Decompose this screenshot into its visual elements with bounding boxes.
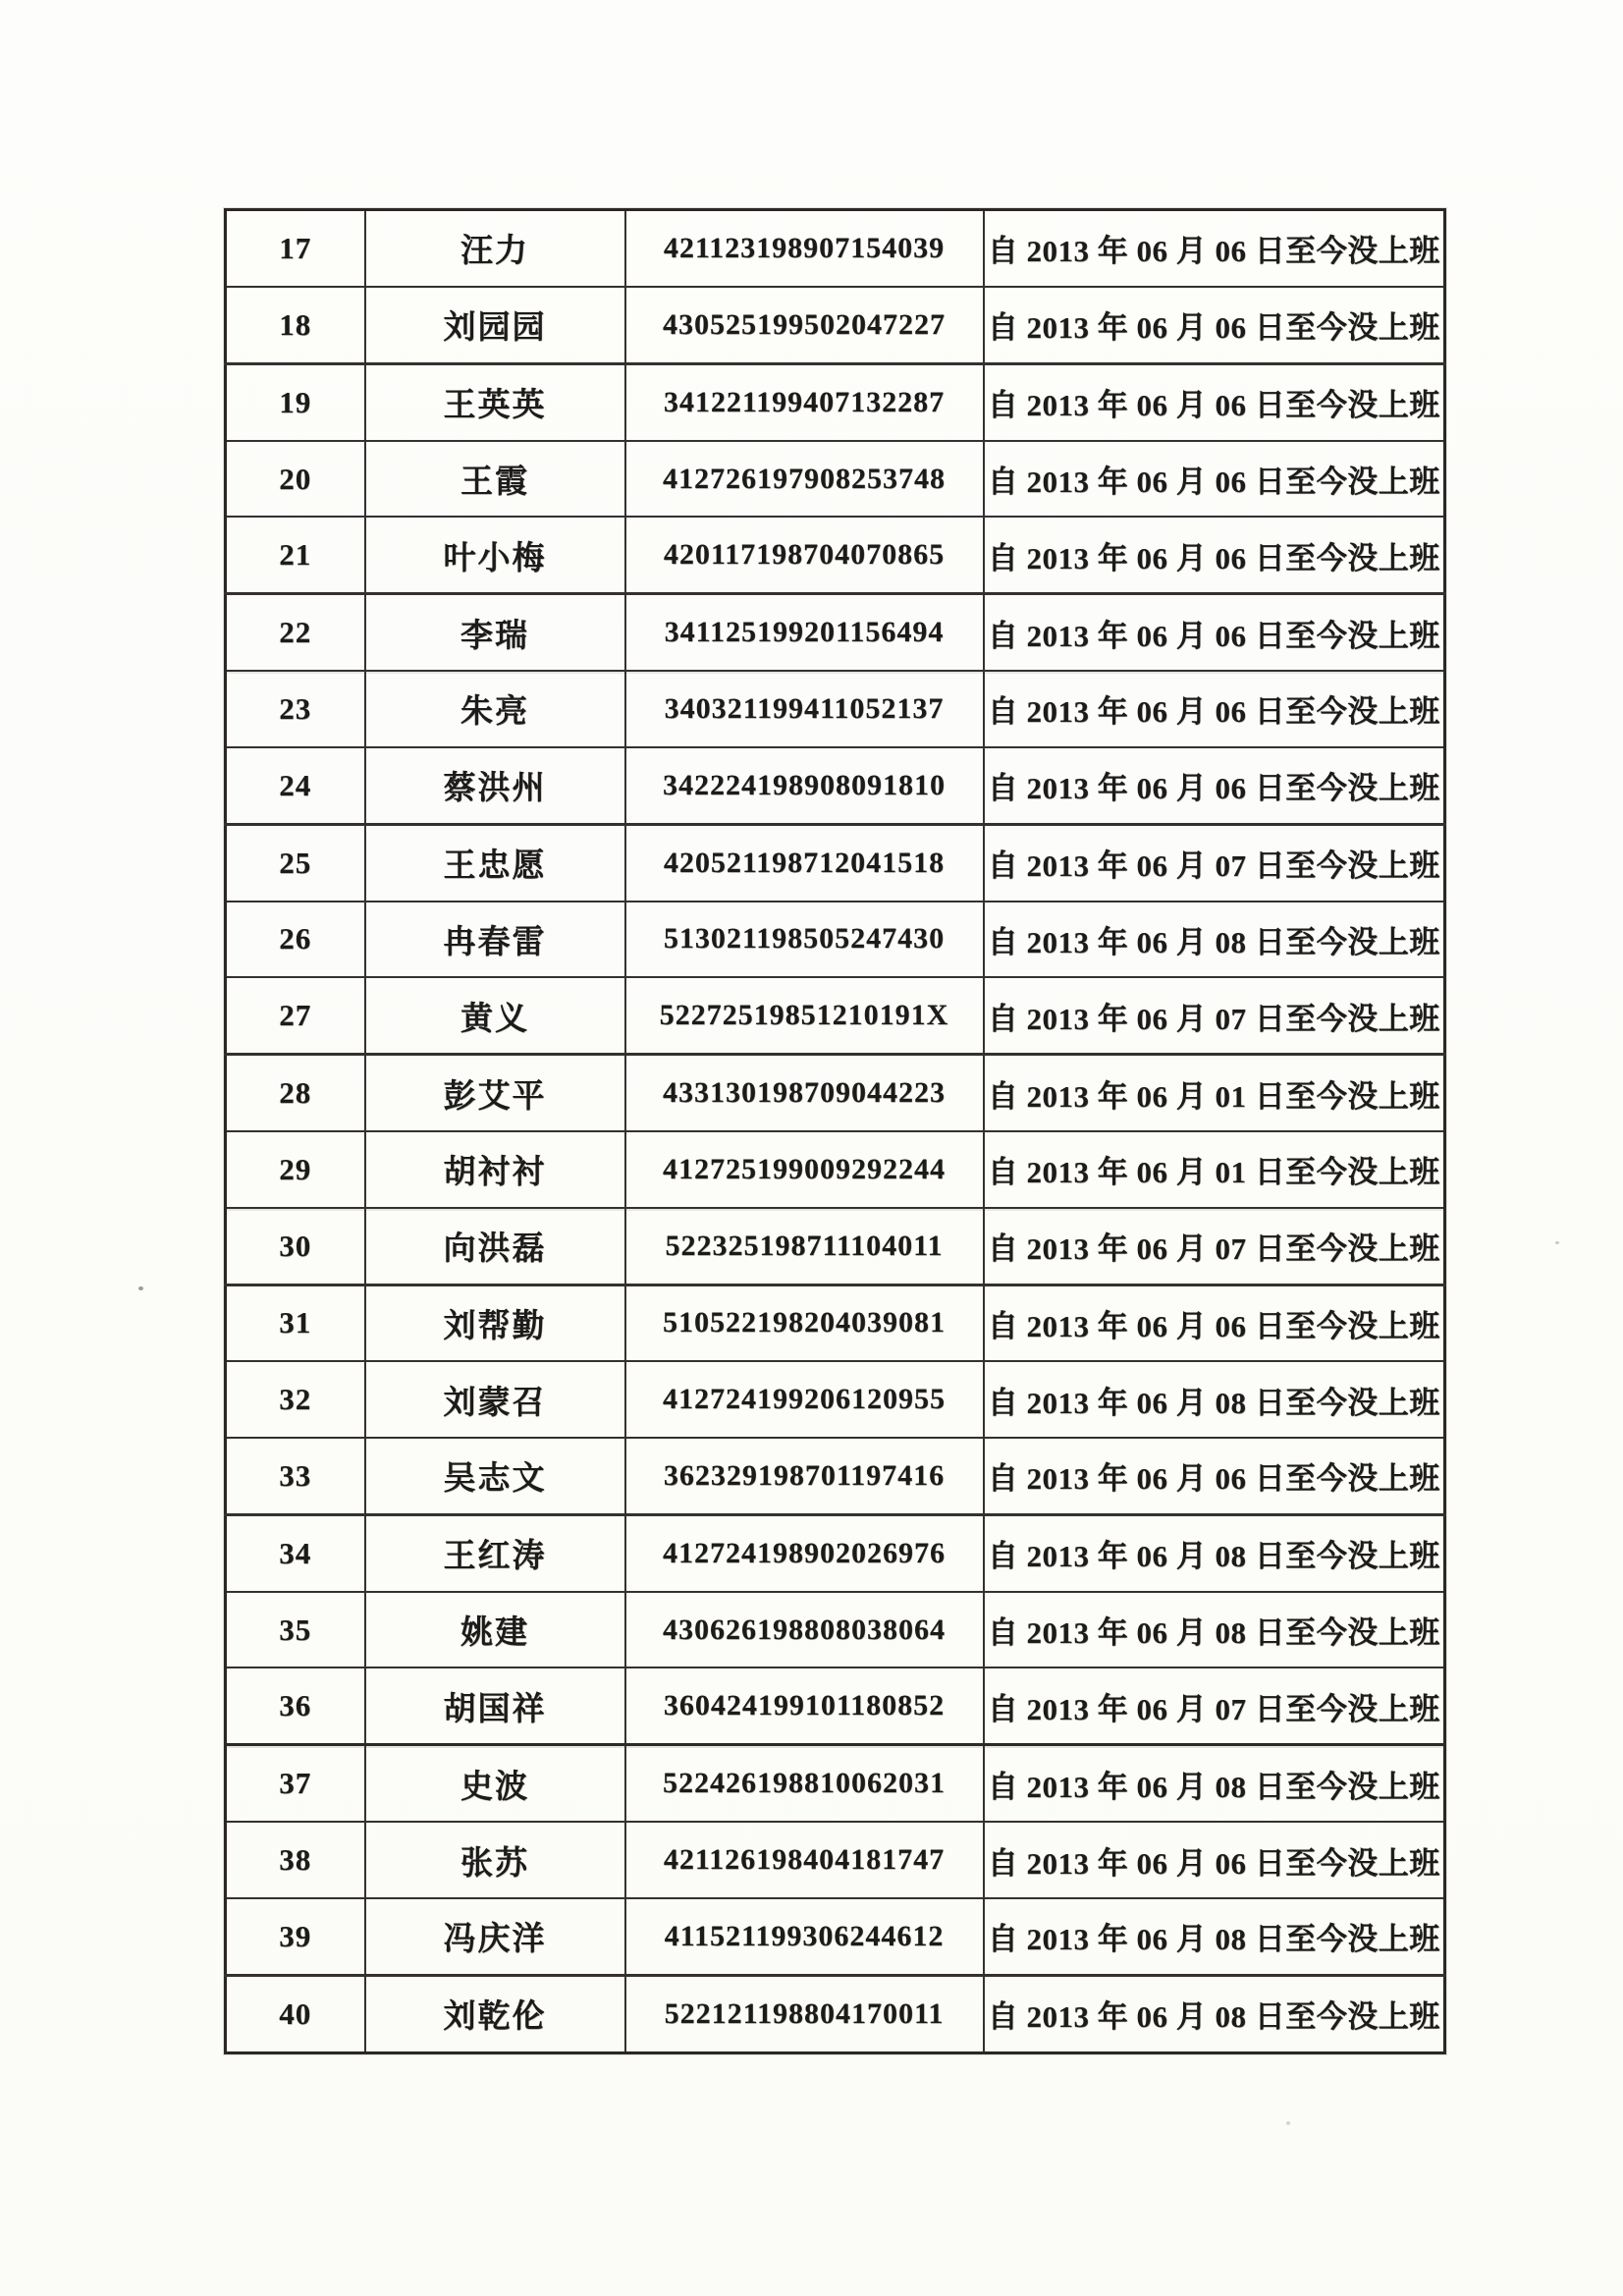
name-cell: 彭艾平 — [365, 1055, 625, 1131]
row-number-cell: 24 — [226, 747, 365, 824]
status-cell: 自 2013 年 06 月 06 日至今没上班 — [984, 1438, 1445, 1514]
id-number-cell: 522325198711104011 — [625, 1208, 984, 1285]
id-number-cell: 421126198404181747 — [625, 1822, 984, 1898]
row-number-cell: 34 — [226, 1514, 365, 1591]
id-number-cell: 430525199502047227 — [625, 287, 984, 363]
id-number-cell: 341221199407132287 — [625, 363, 984, 440]
row-number-cell: 39 — [226, 1898, 365, 1975]
name-cell: 王红涛 — [365, 1514, 625, 1591]
name-cell: 史波 — [365, 1745, 625, 1822]
status-cell: 自 2013 年 06 月 06 日至今没上班 — [984, 1822, 1445, 1898]
table-row — [226, 287, 1445, 363]
scan-speck — [1555, 1241, 1559, 1244]
id-number-cell: 52272519851210191X — [625, 977, 984, 1054]
id-number-cell: 522426198810062031 — [625, 1745, 984, 1822]
status-cell: 自 2013 年 06 月 06 日至今没上班 — [984, 1285, 1445, 1361]
table-row — [226, 517, 1445, 593]
status-cell: 自 2013 年 06 月 01 日至今没上班 — [984, 1131, 1445, 1208]
name-cell: 汪力 — [365, 210, 625, 287]
name-cell: 黄义 — [365, 977, 625, 1054]
name-cell: 刘乾伦 — [365, 1975, 625, 2052]
row-number-cell: 26 — [226, 902, 365, 978]
status-cell: 自 2013 年 06 月 07 日至今没上班 — [984, 977, 1445, 1054]
status-cell: 自 2013 年 06 月 08 日至今没上班 — [984, 1514, 1445, 1591]
table-body — [226, 210, 1445, 2053]
name-cell: 王忠愿 — [365, 824, 625, 901]
status-cell: 自 2013 年 06 月 06 日至今没上班 — [984, 747, 1445, 824]
status-cell: 自 2013 年 06 月 06 日至今没上班 — [984, 594, 1445, 671]
id-number-cell: 412726197908253748 — [625, 441, 984, 518]
name-cell: 冯庆洋 — [365, 1898, 625, 1975]
row-number-cell: 36 — [226, 1667, 365, 1744]
table-row — [226, 1592, 1445, 1668]
status-cell: 自 2013 年 06 月 08 日至今没上班 — [984, 1898, 1445, 1975]
id-number-cell: 430626198808038064 — [625, 1592, 984, 1668]
status-cell: 自 2013 年 06 月 01 日至今没上班 — [984, 1055, 1445, 1131]
row-number-cell: 19 — [226, 363, 365, 440]
table-row — [226, 824, 1445, 901]
name-cell: 刘蒙召 — [365, 1361, 625, 1438]
table-row — [226, 1055, 1445, 1131]
row-number-cell: 18 — [226, 287, 365, 363]
table-row — [226, 1667, 1445, 1744]
status-cell: 自 2013 年 06 月 08 日至今没上班 — [984, 1592, 1445, 1668]
id-number-cell: 513021198505247430 — [625, 902, 984, 978]
status-cell: 自 2013 年 06 月 06 日至今没上班 — [984, 517, 1445, 593]
scan-speck — [138, 1286, 143, 1290]
name-cell: 张苏 — [365, 1822, 625, 1898]
id-number-cell: 421123198907154039 — [625, 210, 984, 287]
table-row — [226, 747, 1445, 824]
status-cell: 自 2013 年 06 月 06 日至今没上班 — [984, 363, 1445, 440]
table-row — [226, 1361, 1445, 1438]
status-cell: 自 2013 年 06 月 07 日至今没上班 — [984, 1667, 1445, 1744]
row-number-cell: 31 — [226, 1285, 365, 1361]
table-row — [226, 977, 1445, 1054]
status-cell: 自 2013 年 06 月 06 日至今没上班 — [984, 671, 1445, 747]
row-number-cell: 22 — [226, 594, 365, 671]
name-cell: 吴志文 — [365, 1438, 625, 1514]
table-row — [226, 210, 1445, 287]
row-number-cell: 27 — [226, 977, 365, 1054]
row-number-cell: 29 — [226, 1131, 365, 1208]
id-number-cell: 510522198204039081 — [625, 1285, 984, 1361]
id-number-cell: 341125199201156494 — [625, 594, 984, 671]
status-cell: 自 2013 年 06 月 08 日至今没上班 — [984, 1745, 1445, 1822]
table-row — [226, 1898, 1445, 1975]
row-number-cell: 20 — [226, 441, 365, 518]
table-row — [226, 1975, 1445, 2052]
name-cell: 蔡洪州 — [365, 747, 625, 824]
attendance-table — [224, 208, 1446, 2054]
status-cell: 自 2013 年 06 月 07 日至今没上班 — [984, 824, 1445, 901]
row-number-cell: 25 — [226, 824, 365, 901]
row-number-cell: 30 — [226, 1208, 365, 1285]
status-cell: 自 2013 年 06 月 06 日至今没上班 — [984, 210, 1445, 287]
status-cell: 自 2013 年 06 月 06 日至今没上班 — [984, 287, 1445, 363]
id-number-cell: 433130198709044223 — [625, 1055, 984, 1131]
name-cell: 冉春雷 — [365, 902, 625, 978]
row-number-cell: 38 — [226, 1822, 365, 1898]
row-number-cell: 37 — [226, 1745, 365, 1822]
scan-speck — [1286, 2121, 1290, 2125]
id-number-cell: 342224198908091810 — [625, 747, 984, 824]
row-number-cell: 33 — [226, 1438, 365, 1514]
row-number-cell: 40 — [226, 1975, 365, 2052]
id-number-cell: 522121198804170011 — [625, 1975, 984, 2052]
table-row — [226, 441, 1445, 518]
status-cell: 自 2013 年 06 月 08 日至今没上班 — [984, 902, 1445, 978]
table-row — [226, 1514, 1445, 1591]
table-row — [226, 1285, 1445, 1361]
status-cell: 自 2013 年 06 月 06 日至今没上班 — [984, 441, 1445, 518]
table-row — [226, 1745, 1445, 1822]
name-cell: 姚建 — [365, 1592, 625, 1668]
id-number-cell: 412724198902026976 — [625, 1514, 984, 1591]
row-number-cell: 17 — [226, 210, 365, 287]
table-row — [226, 363, 1445, 440]
id-number-cell: 420117198704070865 — [625, 517, 984, 593]
table-row — [226, 1131, 1445, 1208]
name-cell: 王英英 — [365, 363, 625, 440]
name-cell: 李瑞 — [365, 594, 625, 671]
row-number-cell: 35 — [226, 1592, 365, 1668]
id-number-cell: 420521198712041518 — [625, 824, 984, 901]
name-cell: 向洪磊 — [365, 1208, 625, 1285]
status-cell: 自 2013 年 06 月 07 日至今没上班 — [984, 1208, 1445, 1285]
name-cell: 胡国祥 — [365, 1667, 625, 1744]
name-cell: 叶小梅 — [365, 517, 625, 593]
name-cell: 刘帮勤 — [365, 1285, 625, 1361]
table-row — [226, 594, 1445, 671]
id-number-cell: 340321199411052137 — [625, 671, 984, 747]
table-row — [226, 902, 1445, 978]
name-cell: 胡衬衬 — [365, 1131, 625, 1208]
id-number-cell: 411521199306244612 — [625, 1898, 984, 1975]
name-cell: 朱亮 — [365, 671, 625, 747]
row-number-cell: 32 — [226, 1361, 365, 1438]
table-row — [226, 671, 1445, 747]
status-cell: 自 2013 年 06 月 08 日至今没上班 — [984, 1361, 1445, 1438]
name-cell: 王霞 — [365, 441, 625, 518]
row-number-cell: 28 — [226, 1055, 365, 1131]
table-row — [226, 1822, 1445, 1898]
table-row — [226, 1208, 1445, 1285]
status-cell: 自 2013 年 06 月 08 日至今没上班 — [984, 1975, 1445, 2052]
id-number-cell: 362329198701197416 — [625, 1438, 984, 1514]
id-number-cell: 360424199101180852 — [625, 1667, 984, 1744]
row-number-cell: 23 — [226, 671, 365, 747]
table-row — [226, 1438, 1445, 1514]
name-cell: 刘园园 — [365, 287, 625, 363]
id-number-cell: 412724199206120955 — [625, 1361, 984, 1438]
id-number-cell: 412725199009292244 — [625, 1131, 984, 1208]
row-number-cell: 21 — [226, 517, 365, 593]
